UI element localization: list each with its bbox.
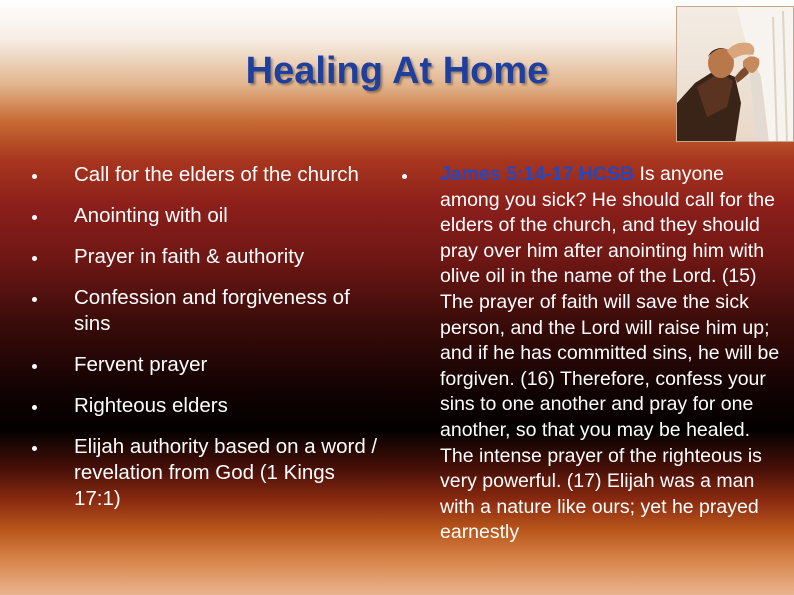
list-item-text: Confession and forgiveness of sins xyxy=(74,286,350,335)
list-item xyxy=(36,434,381,512)
list-item xyxy=(36,393,381,419)
list-item xyxy=(36,203,381,229)
bullet-dot-icon xyxy=(32,364,37,369)
healing-hands-painting-icon xyxy=(676,6,794,142)
scripture-passage xyxy=(402,162,782,595)
bullet-dot-icon xyxy=(32,446,37,451)
bullet-dot-icon xyxy=(32,215,37,220)
bullet-dot-icon xyxy=(32,297,37,302)
list-item xyxy=(36,285,381,337)
scripture-text: Is anyone among you sick? He should call for the elders of the church, and they should pray over him after anointing him with olive oil in the name of the Lord. (15) The prayer of faith will save the sick person, and the Lord will raise him up; and if he has committed sins, he will be forgiven. (16) Therefore, confess your sins to one another and pray for one another, so that you may be healed. The intense prayer of the righteous is very powerful. (17) Elijah was a man with a nature like ours; yet he prayed earnestly xyxy=(440,163,780,544)
left-bullet-list xyxy=(36,162,381,527)
list-item xyxy=(36,352,381,378)
bullet-dot-icon xyxy=(402,174,407,179)
bullet-dot-icon xyxy=(32,174,37,179)
slide-title: Healing At Home xyxy=(245,50,549,92)
list-item-text: Call for the elders of the church xyxy=(74,163,359,186)
list-item xyxy=(36,244,381,270)
scripture-paragraph xyxy=(402,162,782,546)
scripture-reference: James 5:14-17 HCSB xyxy=(440,163,635,185)
list-item-text: Elijah authority based on a word / revelation from God (1 Kings 17:1) xyxy=(74,435,378,510)
list-item-text: Fervent prayer xyxy=(74,353,208,376)
bullet-dot-icon xyxy=(32,405,37,410)
list-item-text: Anointing with oil xyxy=(74,204,228,227)
list-item-text: Prayer in faith & authority xyxy=(74,245,305,268)
bullet-dot-icon xyxy=(32,256,37,261)
list-item xyxy=(36,162,381,188)
list-item-text: Righteous elders xyxy=(74,394,228,417)
